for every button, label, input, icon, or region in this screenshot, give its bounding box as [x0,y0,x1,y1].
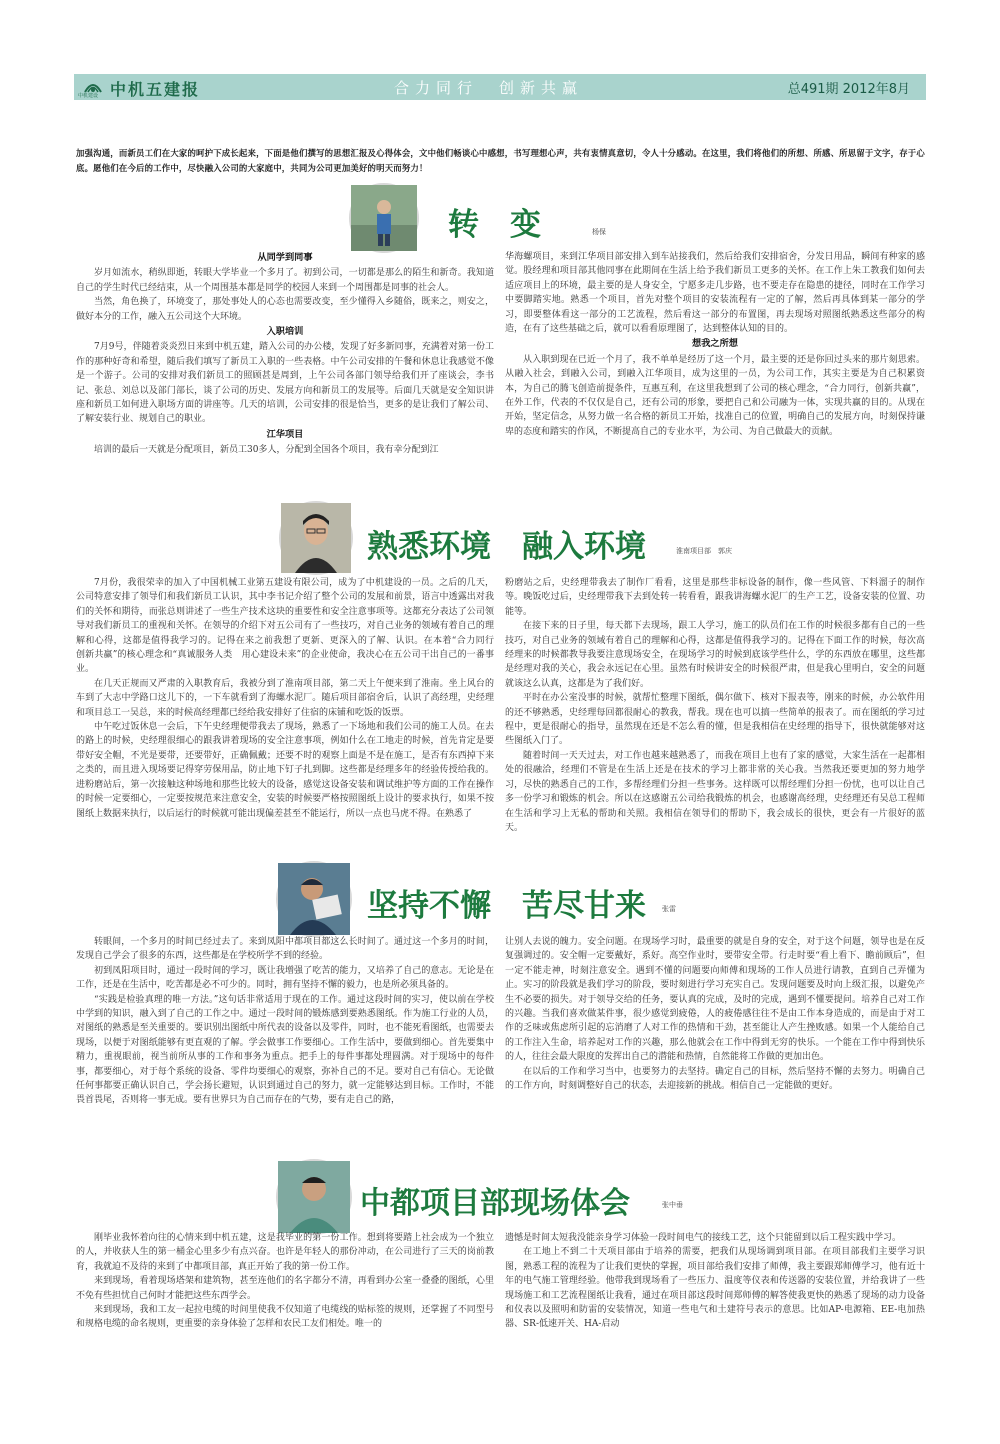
article-author-2: 淮南项目部 郭庆 [676,547,732,555]
author-photo-3 [276,861,352,937]
article-author-4: 张中垂 [662,1201,683,1209]
author-photo-2 [279,501,353,575]
section-subheading: 想我之所想 [692,338,738,350]
article-2-right-column [505,576,925,856]
article-4-left-column [76,1231,494,1361]
body-paragraph: 在接下来的日子里，每天都下去现场，跟工人学习，施工的队员们在工作的时候很多都有自己的一些技巧，对自己业务的领域有着自己的理解和心得，这都是值得我学习的。记得在下面工作的时候，每次高经理来的时候都教导我要注意现场安全，在现场学习的时候到底该学些什么，学的东西放在哪里，这些都是经理对我的关心，我会永远记在心里。虽然有时候讲安全的时候很严肃，但是我心里明白，安全的问题就该这么认真，这都是为了我们好。 [505,621,925,689]
body-paragraph: 平时在办公室没事的时候，就帮忙整理下图纸，偶尔做下、核对下报表等，刚来的时候，办公软件用的还不够熟悉，史经理每回都很耐心的教我，帮我。现在也可以搞一些简单的报表了。而在图纸的学习过程中，更是很耐心的指导，虽然现在还是不怎么看的懂，但是我相信在史经理的指导下，很快就能够对这些图纸入门了。 [505,693,925,747]
article-title-2: 熟悉环境 融入环境 [367,529,646,565]
article-title-4: 中都项目部现场体会 [360,1186,630,1221]
body-paragraph: 来到现场，我和工友一起拉电缆的时间里使我不仅知道了电缆线的贴标签的规则，还掌握了不同型号和规格电缆的命名规则，更重要的亲身体验了怎样和农民工友们相处。唯一的 [76,1305,494,1330]
body-paragraph: 7月9号，伴随着炎炎烈日来到中机五建，踏入公司的办公楼，发现了好多新同事，充满着对第一份工作的那种好奇和希望，随后我们填写了新员工入职的一些表格。中午公司安排的午餐和休息让我感觉不像是一个游子。公司的安排对我们新员工的照顾甚是周到，上午公司各部门领导给我们开了座谈会，李书记、张总、刘总以及部门部长，谈了公司的历史、发展方向和新员工的发展等。后面几天就是安全知识讲座和新员工如何进入职场方面的讲座等。几天的培训，公司安排的很是恰当，更多的是让我们了解公司、了解安装行业、规划自己的职业。 [76,342,494,425]
article-author-1: 杨保 [592,228,606,236]
article-1-right-column [505,250,925,498]
issue-number: 总491期 2012年8月 [787,82,910,97]
article-title-1: 转 变 [448,207,541,243]
article-3-left-column [76,935,494,1155]
body-paragraph: 在几天正规而又严肃的入职教育后，我被分到了淮南项目部，第二天上午便来到了淮南。坐上风台的车到了大志中学路口这儿下的，一下车就看到了海螺水泥厂。随后项目部宿舍后，认识了高经理，史经理和项目总工一吴总，来的时候高经理都已经给我安排好了住宿的床铺和吃饭的饭票。 [76,678,494,718]
author-photo-1 [349,183,419,253]
body-paragraph: 华海螺项目，来到江华项目部安排入到车站接我们，然后给我们安排宿舍，分发日用品，瞬间有种家的感觉。股经理和项目部其他同事在此期间在生活上给予我们新员工更多的关怀。在工作上朱工教我们如何去适应项目上的环境，最主要的是人身安全，宁愿多走几步路，也不要走存在隐患的捷径，同时在工作学习中要脚踏实地。熟悉一个项目，首先对整个项目的安装流程有一定的了解，然后再具体到某一部分的学习，即要整体看这一部分的工艺流程，然后看这一部分的布置图，再去现场对照图纸熟悉这些部分的构造，在有了这些基础之后，就可以看看原理图了，达到整体认知的目的。 [505,252,925,335]
body-paragraph: 转眼间，一个多月的时间已经过去了。来到凤阳中都项目都这么长时间了。通过这一个多月的时间，发现自己学会了很多的东西，这些都是在学校所学不到的经验。 [76,937,494,962]
header-slogan: 合力同行 创新共赢 [394,79,584,97]
body-paragraph: 在工地上不到二十天项目部由于培养的需要，把我们从现场调到项目部。在项目部我们主要学习识图，熟悉工程的流程为了让我们更快的掌握，项目部给我们安排了师傅，我主要跟郑师傅学习，他有近十年的电气施工管理经验。他带我到现场看了一些压力、温度等仪表和传送器的安装位置，并给我讲了一些现场施工和工艺流程图纸让我看，通过在项目部这段时间郑师傅的解答使我更快的熟悉了现场的动力设备和仪表以及照明和防雷的安装情况，知道一些电气和土建符号表示的意思。比如AP-电源箱、EE-电加热器、SR-低速开关、HA-启动 [505,1247,925,1330]
body-paragraph: 在以后的工作和学习当中，也要努力的去坚持。确定自己的目标，然后坚持不懈的去努力。明确自己的工作方向，时刻调整好自己的状态，去迎接新的挑战。相信自己一定能做的更好。 [505,1066,925,1092]
body-paragraph: 当然，角色换了，环境变了，那处事处人的心态也需要改变，至少懂得入乡随俗，既来之，则安之，做好本分的工作，融入五公司这个大环境。 [76,297,494,322]
logo-subtext: 中机建设 [78,93,99,99]
article-1-left-column [76,250,494,498]
body-paragraph: 培训的最后一天就是分配项目，新员工30多人，分配到全国各个项目，我有幸分配到江 [94,445,439,456]
body-paragraph: 遗憾是时间太短我没能亲身学习体验一段时间电气的接线工艺，这个只能留到以后工程实践中学习。 [505,1233,902,1243]
article-4-right-column [505,1231,925,1361]
body-paragraph: 随着时间一天天过去，对工作也越来越熟悉了，而我在项目上也有了家的感觉，大家生活在一起都相处的很融洽，经理们不管是在生活上还是在技术的学习上都非常的关心我。当然我还要更加的努力地学习，尽快的熟悉自己的工作，多帮经理们分担一些事务。这样既可以帮经理们分担一份忧，也可以让自己多一份学习和锻炼的机会。所以在这感谢五公司给我锻炼的机会，也感谢高经理，史经理还有吴总工程师在生活和学习上无私的帮助和关照。我相信在领导们的帮助下，我会成长的很快，更会有一片很好的蓝天。 [505,750,925,833]
author-photo-4 [276,1159,352,1235]
body-paragraph: “实践是检验真理的唯一方法。”这句话非常适用于现在的工作。通过这段时间的实习，使以前在学校中学到的知识，融入到了自己的工作之中。通过一段时间的锻炼感到要熟悉图纸。作为施工行业的人员，对图纸的熟悉是至关重要的。要识别出图纸中所代表的设备以及零件，同时，也不能死看图纸，也需要去现场，以便于对图纸能够有更直观的了解。学会做事工作要细心。工作生活中，要做到细心。首先要集中精力，重视眼前，视当前所从事的工作和事务为重点。把手上的每件事都处理圆满。对于现场中的每件事，都要细心，对于每个系统的设备、零件均要细心的观察，弥补自己的不足。要对自己有信心。无论做任何事都要正确认识自己，学会扬长避短，认识到通过自己的努力，就一定能够达到目标。工作时，不能畏首畏尾，否则将一事无成。要有世界只为自己而存在的气势，要有走自己的路， [76,994,494,1106]
article-title-3: 坚持不懈 苦尽甘来 [367,888,646,924]
body-paragraph: 刚毕业我怀着向往的心情来到中机五建，这是我毕业的第一份工作。想到将要踏上社会成为一个独立的人，并收获人生的第一桶金心里多少有点兴奋。也许是年轻人的那份冲动，在公司进行了三天的岗前教育，我就迫不及待的来到了中都项目部，真正开始了我的第一份工作。 [76,1233,494,1272]
section-subheading: 从同学到同事 [257,252,313,263]
article-2-left-column [76,576,504,856]
masthead-band [74,74,926,100]
section-subheading: 入职培训 [266,326,304,338]
body-paragraph: 让别人去说的魄力。安全问题。在现场学习时，最重要的就是自身的安全，对于这个问题，领导也是在反复强调过的。安全帽一定要戴好，系好。高空作业时，要带安全带。行走时要“看上看下、瞻前顾后”，但一定不能走神，时刻注意安全。遇到不懂的问题要向师傅和现场的工作人员进行请教，直到自己弄懂为止。实习的阶段就是我们学习的阶段，要时刻进行学习充实自己。发现问题要及时向上级汇报，以避免产生不必要的损失。对于领导交给的任务，要认真的完成，及时的完成，遇到不懂要提问。培养自己对工作的兴趣。当我们喜欢做某件事，很少感觉到疲倦，人的疲倦感往往不是由工作本身造成的，而是由于对工作的乏味或焦虑所引起的忘消磨了人对工作的热情和干劲，甚至能让人产生挫败感。如果一个人能给自己的工作注入生命，培养起对工作的兴趣，那么他就会在工作中得到无穷的快乐。一个能在工作中得到快乐的人，往往会最大限度的发挥出自己的潜能和热情，自然能将工作做的更加出色。 [505,937,925,1063]
body-paragraph: 岁月如流水，稍纵即逝，转眼大学毕业一个多月了。初到公司，一切都是那么的陌生和新奇。我知道自己的学生时代已经结束，从一个周围基本都是同学的校园人来到一个周围都是同事的社会人。 [76,268,494,293]
body-paragraph: 7月份，我很荣幸的加入了中国机械工业第五建设有限公司，成为了中机建设的一员。之后的几天，公司特意安排了领导们和我们新员工认识，其中李书记介绍了整个公司的发展和前景，语言中透露出对我们的关怀和期待，而张总则讲述了一些生产技术这块的重要性和安全注意事项等。这都充分表达了公司领导对我们新员工的重视和关怀。在领导的介绍下对五公司有了一些技巧，对自己业务的领域有着自己的理解和心得，这都是值得我学习的。记得在来之前我想了更新、更深入的了解、认识。在本着“合力同行 创新共赢”的核心理念和“真诚服务人类 用心建设未来”的企业使命，我决心在五公司干出自己的一番事业。 [76,578,504,675]
body-paragraph: 中午吃过饭休息一会后，下午史经理便带我去了现场，熟悉了一下场地和我们公司的施工人员。在去的路上的时候，史经理很细心的跟我讲着现场的安全注意事项，例如什么在工地走的时候，首先肯定是要带好安全帽，不光是要带，还要带好，正确佩戴；还要不时的观察上面是不是在施工，是否有东西掉下来之类的，而且进入现场要记得穿劳保用品，防止地下钉子扎到脚。这些都是经理多年的经验传授给我的。进粉磨站后，第一次接触这种场地和那些比较大的设备，感觉这设备安装和调试维护等方面的工作在操作的时候一定要细心，一定要按规范来注意安全，安装的时候要严格按照图纸上设计的要求执行，如果不按图纸上数据来执行，以后运行的时候就可能出现偏差甚至不能运行，所以一点也马虎不得。在熟悉了 [76,722,494,819]
article-author-3: 张雷 [662,905,676,913]
body-paragraph: 来到现场，看着现场塔架和建筑物，甚至连他们的名字都分不清，再看到办公室一叠叠的图纸，心里不免有些担忧自己何时才能把这些东西学会。 [76,1276,494,1301]
newspaper-name: 中机五建报 [110,80,201,99]
article-3-right-column [505,935,925,1155]
intro-paragraph: 加强沟通，而新员工们在大家的呵护下成长起来，下面是他们撰写的思想汇报及心得体会，文中他们畅谈心中感想，书写理想心声，共有衷情真意切，令人十分感动。在这里，我们将他们的所想、所感、所思留于文字，存于心底。愿他们在今后的工作中，尽快融入公司的大家庭中，共同为公司更加美好的明天而努力！ [76,148,925,173]
section-subheading: 江华项目 [266,428,304,440]
body-paragraph: 粉磨站之后，史经理带我去了制作厂看看，这里是那些非标设备的制作，像一些风管、下料溜子的制作等。晚饭吃过后，史经理带我下去到处转一转看看，跟我讲海螺水泥厂的生产工艺，设备安装的位置、功能等。 [505,578,925,617]
body-paragraph: 从入职到现在已近一个月了，我不单单是经历了这一个月，最主要的还是你回过头来的那片刻思索。从融入社会，到融入公司，到融入江华项目，成为这里的一员，为公司工作，其实主要是为自己积累资本，为自己的腾飞创造前提条件，互惠互利，在这里我想到了公司的核心理念，“合力同行，创新共赢”，在外工作，代表的不仅仅是自己，还有公司的形象，要把自己和公司融为一体，实现共赢的目的。从现在开始，坚定信念，从努力做一名合格的新员工开始，找准自己的位置，明确自己的发展方向，时刻保持谦卑的态度和踏实的作风，不断提高自己的专业水平，为公司、为自己做最大的贡献。 [505,354,925,437]
body-paragraph: 初到凤阳项目时，通过一段时间的学习，既让我增强了吃苦的能力，又培养了自己的意志。无论是在工作，还是在生活中，吃苦都是必不可少的。同时，拥有坚持不懈的毅力，也是所必须具备的。 [76,965,494,991]
